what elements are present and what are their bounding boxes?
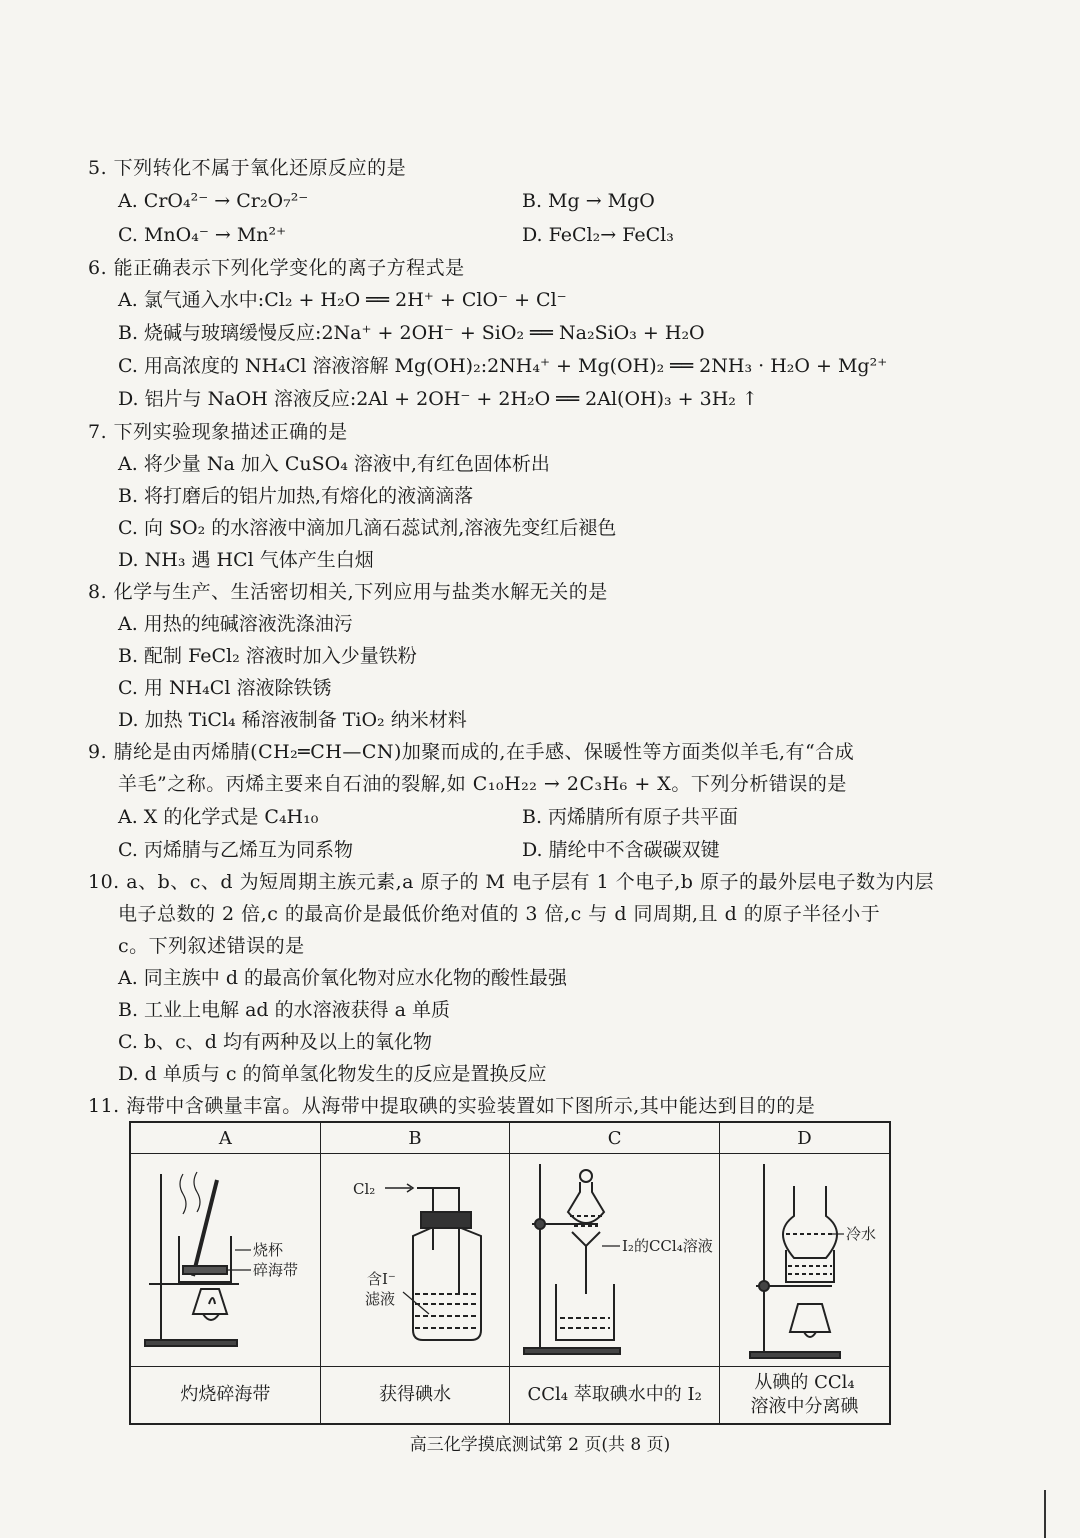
label-beaker: 烧杯: [253, 1241, 284, 1259]
q9-option-d: D. 腈纶中不含碳碳双键: [522, 839, 720, 861]
q8-option-b: B. 配制 FeCl₂ 溶液时加入少量铁粉: [118, 645, 417, 667]
q5-option-d: D. FeCl₂→ FeCl₃: [522, 224, 674, 246]
q10-option-c: C. b、c、d 均有两种及以上的氧化物: [118, 1031, 432, 1053]
apparatus-table: [129, 1121, 891, 1425]
q5-option-a: A. CrO₄²⁻ → Cr₂O₇²⁻: [118, 190, 309, 212]
q9-option-b: B. 丙烯腈所有原子共平面: [522, 806, 739, 828]
q7-option-a: A. 将少量 Na 加入 CuSO₄ 溶液中,有红色固体析出: [118, 453, 550, 475]
q9-stem-line1: 9. 腈纶是由丙烯腈(CH₂═CH—CN)加聚而成的,在手感、保暖性等方面类似羊毛,有“合成: [88, 741, 855, 763]
q10-stem-line3: c。下列叙述错误的是: [118, 935, 305, 957]
q8-option-c: C. 用 NH₄Cl 溶液除铁锈: [118, 677, 332, 699]
caption-c: CCl₄ 萃取碘水中的 I₂: [510, 1367, 720, 1425]
q10-stem-line2: 电子总数的 2 倍,c 的最高价是最低价绝对值的 3 倍,c 与 d 同周期,且 d 的原子半径小于: [118, 903, 881, 925]
label-iodine-ccl4: I₂的CCl₄溶液: [622, 1237, 714, 1255]
q7-option-b: B. 将打磨后的铝片加热,有熔化的液滴滴落: [118, 485, 474, 507]
q6-stem: 6. 能正确表示下列化学变化的离子方程式是: [88, 257, 465, 279]
q11-stem: 11. 海带中含碘量丰富。从海带中提取碘的实验装置如下图所示,其中能达到目的的是: [88, 1095, 816, 1117]
apparatus-figure-a: [130, 1154, 320, 1367]
apparatus-figure-d: [719, 1154, 890, 1367]
apparatus-header-b: B: [320, 1122, 510, 1154]
q8-option-a: A. 用热的纯碱溶液洗涤油污: [118, 613, 353, 635]
caption-d: [719, 1367, 890, 1425]
label-cold-water: 冷水: [845, 1225, 876, 1243]
q8-stem: 8. 化学与生产、生活密切相关,下列应用与盐类水解无关的是: [88, 581, 608, 603]
caption-d-line2: 溶液中分离碘: [750, 1396, 859, 1417]
apparatus-header-a: A: [130, 1122, 320, 1154]
apparatus-a-drawing: [131, 1154, 321, 1366]
apparatus-header-c: C: [510, 1122, 720, 1154]
caption-d-line1: 从碘的 CCl₄: [754, 1372, 855, 1393]
q7-option-c: C. 向 SO₂ 的水溶液中滴加几滴石蕊试剂,溶液先变红后褪色: [118, 517, 617, 539]
q5-option-c: C. MnO₄⁻ → Mn²⁺: [118, 224, 287, 246]
q10-option-d: D. d 单质与 c 的简单氢化物发生的反应是置换反应: [118, 1063, 547, 1085]
label-seaweed: 碎海带: [253, 1261, 299, 1279]
page-edge-mark: [1044, 1490, 1046, 1538]
caption-a: 灼烧碎海带: [130, 1367, 320, 1425]
apparatus-figure-c: [510, 1154, 720, 1367]
q10-option-a: A. 同主族中 d 的最高价氧化物对应水化物的酸性最强: [118, 967, 568, 989]
apparatus-figure-b: [320, 1154, 510, 1367]
apparatus-b-drawing: [321, 1154, 511, 1366]
q8-option-d: D. 加热 TiCl₄ 稀溶液制备 TiO₂ 纳米材料: [118, 709, 467, 731]
q6-option-c: C. 用高浓度的 NH₄Cl 溶液溶解 Mg(OH)₂:2NH₄⁺ + Mg(OH)₂ ══ 2NH₃ · H₂O + Mg²⁺: [118, 355, 888, 377]
caption-b: 获得碘水: [320, 1367, 510, 1425]
q9-stem-line2: 羊毛”之称。丙烯主要来自石油的裂解,如 C₁₀H₂₂ → 2C₃H₆ + X。下列分析错误的是: [118, 773, 847, 795]
apparatus-d-drawing: [720, 1154, 890, 1366]
q9-option-a: A. X 的化学式是 C₄H₁₀: [118, 806, 319, 828]
q9-option-c: C. 丙烯腈与乙烯互为同系物: [118, 839, 353, 861]
q7-stem: 7. 下列实验现象描述正确的是: [88, 421, 348, 443]
label-chlorine: Cl₂: [352, 1180, 375, 1198]
q6-option-a: A. 氯气通入水中:Cl₂ + H₂O ══ 2H⁺ + ClO⁻ + Cl⁻: [118, 289, 567, 311]
q7-option-d: D. NH₃ 遇 HCl 气体产生白烟: [118, 549, 374, 571]
q6-option-b: B. 烧碱与玻璃缓慢反应:2Na⁺ + 2OH⁻ + SiO₂ ══ Na₂SiO₃ + H₂O: [118, 322, 705, 344]
label-filtrate: 滤液: [364, 1290, 395, 1308]
label-iodide: 含I⁻: [366, 1270, 396, 1288]
page-footer: 高三化学摸底测试第 2 页(共 8 页): [409, 1435, 671, 1455]
q6-option-d: D. 铝片与 NaOH 溶液反应:2Al + 2OH⁻ + 2H₂O ══ 2Al(OH)₃ + 3H₂ ↑: [118, 388, 758, 410]
apparatus-c-drawing: [510, 1154, 720, 1366]
q5-option-b: B. Mg → MgO: [522, 190, 655, 212]
apparatus-header-d: D: [719, 1122, 890, 1154]
q5-stem: 5. 下列转化不属于氧化还原反应的是: [88, 157, 407, 179]
q10-option-b: B. 工业上电解 ad 的水溶液获得 a 单质: [118, 999, 451, 1021]
q10-stem-line1: 10. a、b、c、d 为短周期主族元素,a 原子的 M 电子层有 1 个电子,b 原子的最外层电子数为内层: [88, 871, 934, 893]
